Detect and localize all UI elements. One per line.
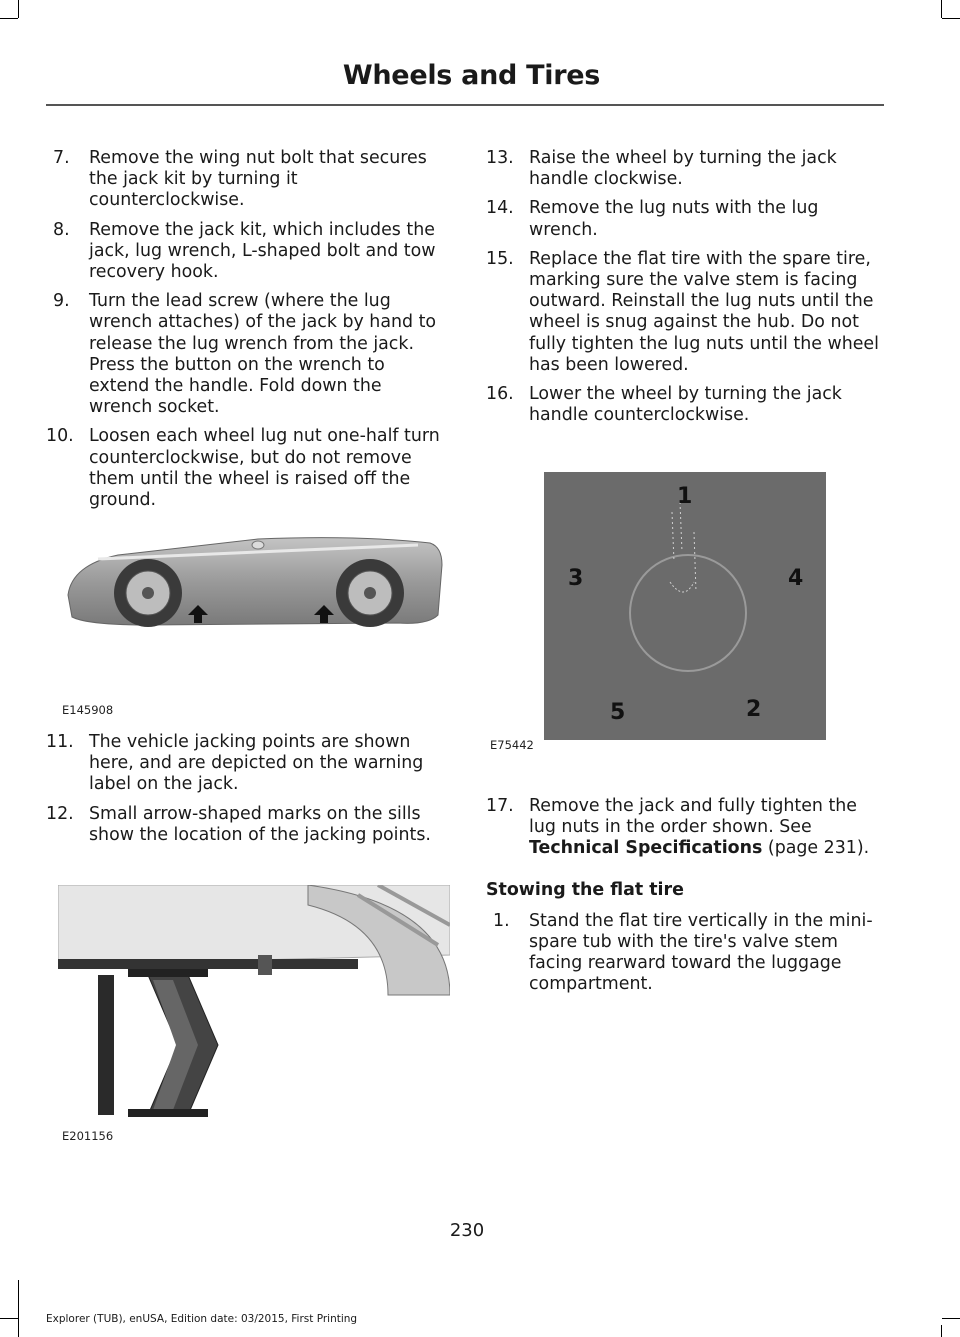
step-text: Replace the flat tire with the spare tire, marking sure the valve stem is facing outward. Reinstall the lug nuts until the wheel is snug against the hub. Do not fully tighten the lug nuts until the wheel has been lowered. [529, 248, 879, 375]
cross-reference-link[interactable]: Technical Specifications [529, 838, 763, 859]
lug-label-4: 4 [788, 566, 804, 591]
right-column-steps [486, 148, 882, 434]
footer-edition: Explorer (TUB), enUSA, Edition date: 03/2015, First Printing [46, 1313, 358, 1325]
step-text: Remove the lug nuts with the lug wrench. [529, 198, 819, 240]
step-text: Turn the lead screw (where the lug wrench attaches) of the jack by hand to release the lug wrench from the jack. Press the button on the wrench to extend the handle. Fold down the wrench socket. [89, 291, 437, 418]
car-side-illustration [58, 525, 450, 695]
step-item [486, 198, 882, 240]
step-number: 16. [486, 384, 514, 405]
stowing-steps [486, 911, 882, 996]
lug-label-2: 2 [746, 697, 762, 722]
step-text: The vehicle jacking points are shown here, and are depicted on the warning label on the jack. [89, 732, 424, 795]
step-text: Remove the wing nut bolt that secures the jack kit by turning it counterclockwise. [89, 148, 427, 211]
step-number: 15. [486, 248, 514, 269]
step-item [486, 384, 882, 426]
jack-illustration [58, 885, 450, 1120]
step-item [46, 426, 450, 511]
figure-code: E201156 [62, 1129, 114, 1143]
crop-mark [941, 1325, 942, 1337]
page-number: 230 [449, 1220, 485, 1241]
step-number: 14. [486, 198, 514, 219]
crop-mark [941, 0, 942, 18]
crop-mark [942, 18, 960, 19]
step-item [46, 220, 450, 284]
step-item [486, 249, 882, 376]
step-text: Small arrow-shaped marks on the sills show the location of the jacking points. [89, 803, 431, 845]
step-text: Raise the wheel by turning the jack handle clockwise. [529, 148, 837, 190]
step-number: 13. [486, 148, 514, 168]
rear-wheel-icon [336, 559, 404, 627]
step-number: 8. [53, 219, 70, 240]
lug-label-3: 3 [568, 566, 584, 591]
lug-pattern-illustration [544, 472, 826, 740]
lug-label-1: 1 [677, 484, 693, 509]
step-item [46, 291, 450, 418]
step-text: Remove the jack kit, which includes the jack, lug wrench, L-shaped bolt and tow recovery hook. [89, 219, 436, 283]
step-number: 9. [53, 291, 70, 312]
left-column-steps-b [46, 732, 450, 854]
section-heading: Stowing the flat tire [486, 879, 684, 900]
header-divider [46, 104, 884, 106]
step-item [486, 148, 882, 190]
step-number: 12. [46, 803, 74, 824]
step-number: 11. [46, 732, 74, 752]
page-title: Wheels and Tires [342, 60, 600, 91]
step-item [46, 804, 450, 846]
step-text: Lower the wheel by turning the jack handle counterclockwise. [529, 384, 842, 426]
step-text: Loosen each wheel lug nut one-half turn counterclockwise, but do not remove them until the wheel is raised off the ground. [89, 426, 440, 511]
crop-mark [0, 18, 18, 19]
step-number: 1. [493, 910, 510, 931]
jack-placement-figure [58, 885, 450, 1145]
lug-label-5: 5 [610, 700, 626, 725]
car-jacking-points-figure [58, 525, 450, 715]
step-number: 7. [53, 148, 70, 168]
right-column-steps-b [486, 796, 882, 1004]
step-item [486, 911, 882, 996]
step-text: Remove the jack and fully tighten the lug nuts in the order shown. See [529, 796, 858, 838]
crop-mark [942, 1318, 960, 1319]
step-number: 10. [46, 426, 74, 447]
figure-code: E75442 [490, 738, 534, 752]
step-17 [486, 796, 882, 860]
step-item [46, 732, 450, 796]
step-text-after: (page 231). [762, 838, 870, 859]
step-item [46, 148, 450, 212]
figure-code: E145908 [62, 703, 114, 717]
lug-nut-order-figure [486, 472, 828, 762]
left-column-steps [46, 148, 450, 519]
crop-mark [18, 1280, 19, 1337]
crop-mark [18, 0, 19, 18]
step-number: 17. [486, 796, 514, 816]
step-text: Stand the flat tire vertically in the mini-spare tub with the tire's valve stem facing rearward toward the luggage compartment. [529, 910, 873, 995]
crop-mark [0, 1318, 18, 1319]
front-wheel-icon [114, 559, 182, 627]
